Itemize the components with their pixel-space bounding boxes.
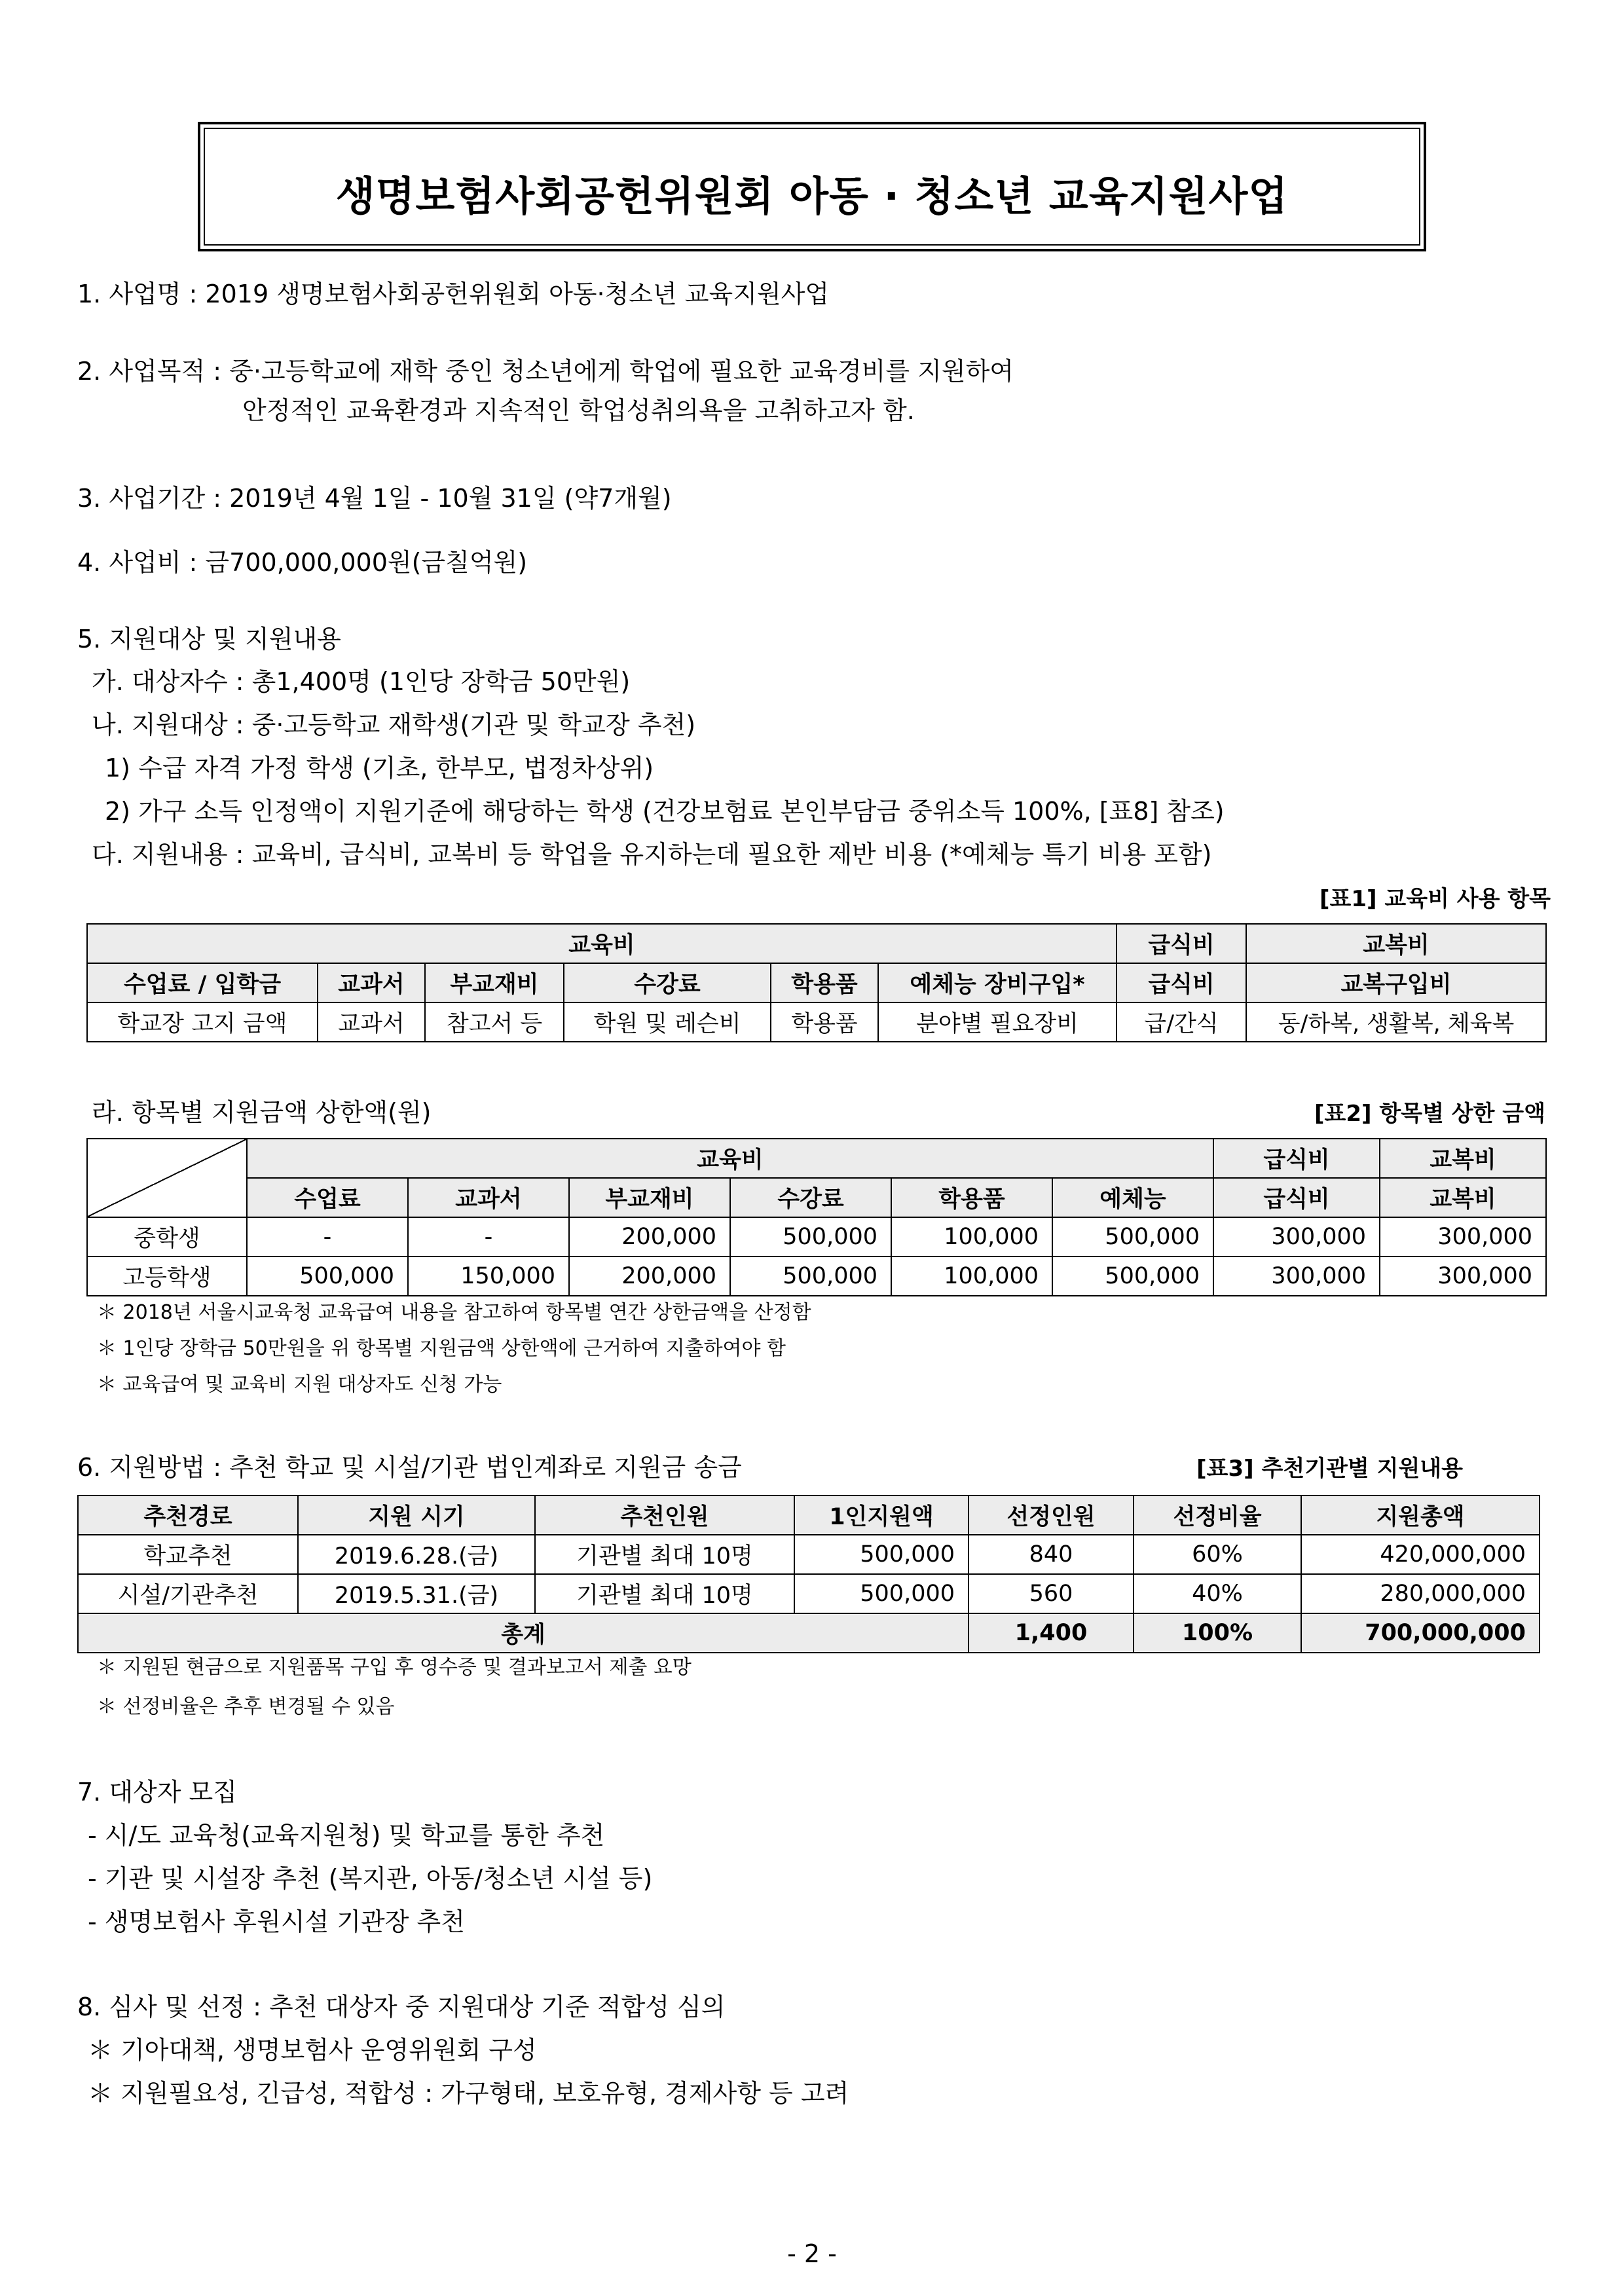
table3-cell: 420,000,000 bbox=[1301, 1535, 1540, 1574]
table3-cell: 60% bbox=[1134, 1535, 1301, 1574]
section-5: 5. 지원대상 및 지원내용 bbox=[77, 625, 341, 653]
table2-cell: 500,000 bbox=[730, 1217, 891, 1257]
table2-cell: 500,000 bbox=[730, 1257, 891, 1296]
section-2-line1: 2. 사업목적 : 중·고등학교에 재학 중인 청소년에게 학업에 필요한 교육경비를 지원하여 bbox=[77, 357, 1014, 386]
table3-header: 선정비율 bbox=[1134, 1496, 1301, 1535]
table1-header: 학용품 bbox=[771, 963, 878, 1002]
table2-header: 교복비 bbox=[1380, 1178, 1546, 1217]
table2-header: 예체능 bbox=[1052, 1178, 1213, 1217]
table3-cell: 2019.6.28.(금) bbox=[298, 1535, 535, 1574]
table1-header: 수업료 / 입학금 bbox=[87, 963, 318, 1002]
table2-group-meal: 급식비 bbox=[1213, 1139, 1380, 1178]
table-row bbox=[78, 1574, 1540, 1613]
table2-cell: - bbox=[247, 1217, 408, 1257]
section-7a: - 시/도 교육청(교육지원청) 및 학교를 통한 추천 bbox=[88, 1821, 605, 1850]
table1 bbox=[86, 923, 1547, 1042]
table3-note: ＊ 선정비율은 추후 변경될 수 있음 bbox=[97, 1695, 395, 1718]
table1-header: 수강료 bbox=[564, 963, 771, 1002]
table2-cell: 300,000 bbox=[1213, 1257, 1380, 1296]
table3 bbox=[77, 1495, 1540, 1653]
table-row bbox=[87, 1257, 1546, 1296]
table2-group-uniform: 교복비 bbox=[1380, 1139, 1546, 1178]
table3-header: 지원 시기 bbox=[298, 1496, 535, 1535]
table1-header: 교과서 bbox=[318, 963, 425, 1002]
section-7: 7. 대상자 모집 bbox=[77, 1778, 237, 1807]
table1-cell: 학용품 bbox=[771, 1002, 878, 1042]
table1-header: 부교재비 bbox=[425, 963, 564, 1002]
table1-cell: 학교장 고지 금액 bbox=[87, 1002, 318, 1042]
table2-cell: - bbox=[408, 1217, 569, 1257]
table2-header: 부교재비 bbox=[569, 1178, 730, 1217]
table3-header: 추천경로 bbox=[78, 1496, 298, 1535]
table2-header: 교과서 bbox=[408, 1178, 569, 1217]
table2-cell: 100,000 bbox=[891, 1217, 1052, 1257]
table-row bbox=[87, 1002, 1546, 1042]
section-8: 8. 심사 및 선정 : 추천 대상자 중 지원대상 기준 적합성 심의 bbox=[77, 1992, 726, 2021]
table-row bbox=[87, 1217, 1546, 1257]
table3-header: 선정인원 bbox=[969, 1496, 1134, 1535]
table3-total-label: 총계 bbox=[78, 1613, 969, 1653]
table2-cell: 500,000 bbox=[1052, 1257, 1213, 1296]
table3-cell: 280,000,000 bbox=[1301, 1574, 1540, 1613]
title-box bbox=[198, 122, 1426, 251]
table2-cell: 500,000 bbox=[1052, 1217, 1213, 1257]
table-row bbox=[78, 1535, 1540, 1574]
table-row bbox=[78, 1613, 1540, 1653]
table3-cell: 500,000 bbox=[794, 1535, 969, 1574]
section-6: 6. 지원방법 : 추천 학교 및 시설/기관 법인계좌로 지원금 송금 bbox=[77, 1453, 742, 1482]
table3-caption: [표3] 추천기관별 지원내용 bbox=[1196, 1456, 1463, 1482]
table3-total-ratio: 100% bbox=[1134, 1613, 1301, 1653]
table2-cell: 200,000 bbox=[569, 1217, 730, 1257]
table2-cell: 200,000 bbox=[569, 1257, 730, 1296]
table1-header: 예체능 장비구입* bbox=[878, 963, 1116, 1002]
table3-cell: 40% bbox=[1134, 1574, 1301, 1613]
table3-note: ＊ 지원된 현금으로 지원품목 구입 후 영수증 및 결과보고서 제출 요망 bbox=[97, 1656, 692, 1679]
table2-cell: 100,000 bbox=[891, 1257, 1052, 1296]
table3-header: 1인지원액 bbox=[794, 1496, 969, 1535]
table2-row-label: 중학생 bbox=[87, 1217, 247, 1257]
table2-group-education: 교육비 bbox=[247, 1139, 1213, 1178]
section-5b1: 1) 수급 자격 가정 학생 (기초, 한부모, 법정차상위) bbox=[105, 754, 654, 782]
table2-note: ＊ 1인당 장학금 50만원을 위 항목별 지원금액 상한액에 근거하여 지출하여야 함 bbox=[97, 1337, 786, 1360]
table2 bbox=[86, 1138, 1547, 1296]
table3-cell: 560 bbox=[969, 1574, 1134, 1613]
table3-cell: 기관별 최대 10명 bbox=[535, 1574, 794, 1613]
table2-row-label: 고등학생 bbox=[87, 1257, 247, 1296]
table2-caption: [표2] 항목별 상한 금액 bbox=[1314, 1101, 1545, 1127]
section-5a: 가. 대상자수 : 총1,400명 (1인당 장학금 50만원) bbox=[92, 667, 631, 696]
section-1: 1. 사업명 : 2019 생명보험사회공헌위원회 아동·청소년 교육지원사업 bbox=[77, 280, 830, 308]
section-5d: 라. 항목별 지원금액 상한액(원) bbox=[92, 1098, 432, 1127]
table2-header: 수업료 bbox=[247, 1178, 408, 1217]
table3-cell: 840 bbox=[969, 1535, 1134, 1574]
table2-corner bbox=[87, 1139, 247, 1217]
table1-group-education: 교육비 bbox=[87, 924, 1116, 963]
table1-cell: 동/하복, 생활복, 체육복 bbox=[1246, 1002, 1546, 1042]
table1-cell: 학원 및 레슨비 bbox=[564, 1002, 771, 1042]
section-5b: 나. 지원대상 : 중·고등학교 재학생(기관 및 학교장 추천) bbox=[92, 710, 696, 739]
table2-header: 학용품 bbox=[891, 1178, 1052, 1217]
table1-cell: 참고서 등 bbox=[425, 1002, 564, 1042]
table3-cell: 2019.5.31.(금) bbox=[298, 1574, 535, 1613]
section-7b: - 기관 및 시설장 추천 (복지관, 아동/청소년 시설 등) bbox=[88, 1864, 653, 1893]
table2-cell: 150,000 bbox=[408, 1257, 569, 1296]
table2-note: ＊ 교육급여 및 교육비 지원 대상자도 신청 가능 bbox=[97, 1373, 502, 1396]
table2-cell: 300,000 bbox=[1380, 1257, 1546, 1296]
table1-caption: [표1] 교육비 사용 항목 bbox=[1320, 886, 1551, 912]
table1-cell: 분야별 필요장비 bbox=[878, 1002, 1116, 1042]
table1-cell: 교과서 bbox=[318, 1002, 425, 1042]
section-5c: 다. 지원내용 : 교육비, 급식비, 교복비 등 학업을 유지하는데 필요한 제반 비용 (*예체능 특기 비용 포함) bbox=[92, 840, 1212, 869]
table1-header: 급식비 bbox=[1116, 963, 1246, 1002]
table2-header: 수강료 bbox=[730, 1178, 891, 1217]
table2-cell: 300,000 bbox=[1213, 1217, 1380, 1257]
section-4: 4. 사업비 : 금700,000,000원(금칠억원) bbox=[77, 548, 528, 577]
table3-total-count: 1,400 bbox=[969, 1613, 1134, 1653]
table1-cell: 급/간식 bbox=[1116, 1002, 1246, 1042]
section-7c: - 생명보험사 후원시설 기관장 추천 bbox=[88, 1907, 465, 1936]
table2-header: 급식비 bbox=[1213, 1178, 1380, 1217]
page-title: 생명보험사회공헌위원회 아동 · 청소년 교육지원사업 bbox=[335, 172, 1289, 220]
table3-cell: 500,000 bbox=[794, 1574, 969, 1613]
table3-cell: 학교추천 bbox=[78, 1535, 298, 1574]
table2-note: ＊ 2018년 서울시교육청 교육급여 내용을 참고하여 항목별 연간 상한금액을 산정함 bbox=[97, 1301, 811, 1324]
table1-group-meal: 급식비 bbox=[1116, 924, 1246, 963]
table3-cell: 기관별 최대 10명 bbox=[535, 1535, 794, 1574]
table3-header: 추천인원 bbox=[535, 1496, 794, 1535]
table1-group-uniform: 교복비 bbox=[1246, 924, 1546, 963]
table3-total-amount: 700,000,000 bbox=[1301, 1613, 1540, 1653]
section-2-line2: 안정적인 교육환경과 지속적인 학업성취의욕을 고취하고자 함. bbox=[242, 396, 915, 425]
table2-cell: 500,000 bbox=[247, 1257, 408, 1296]
table3-header: 지원총액 bbox=[1301, 1496, 1540, 1535]
table2-cell: 300,000 bbox=[1380, 1217, 1546, 1257]
section-5b2: 2) 가구 소득 인정액이 지원기준에 해당하는 학생 (건강보험료 본인부담금 중위소득 100%, [표8] 참조) bbox=[105, 797, 1225, 826]
section-8a: ＊ 기아대책, 생명보험사 운영위원회 구성 bbox=[88, 2036, 537, 2065]
table3-cell: 시설/기관추천 bbox=[78, 1574, 298, 1613]
page-number: - 2 - bbox=[787, 2239, 837, 2268]
section-3: 3. 사업기간 : 2019년 4월 1일 - 10월 31일 (약7개월) bbox=[77, 484, 672, 513]
section-8b: ＊ 지원필요성, 긴급성, 적합성 : 가구형태, 보호유형, 경제사항 등 고려 bbox=[88, 2079, 849, 2108]
table1-header: 교복구입비 bbox=[1246, 963, 1546, 1002]
